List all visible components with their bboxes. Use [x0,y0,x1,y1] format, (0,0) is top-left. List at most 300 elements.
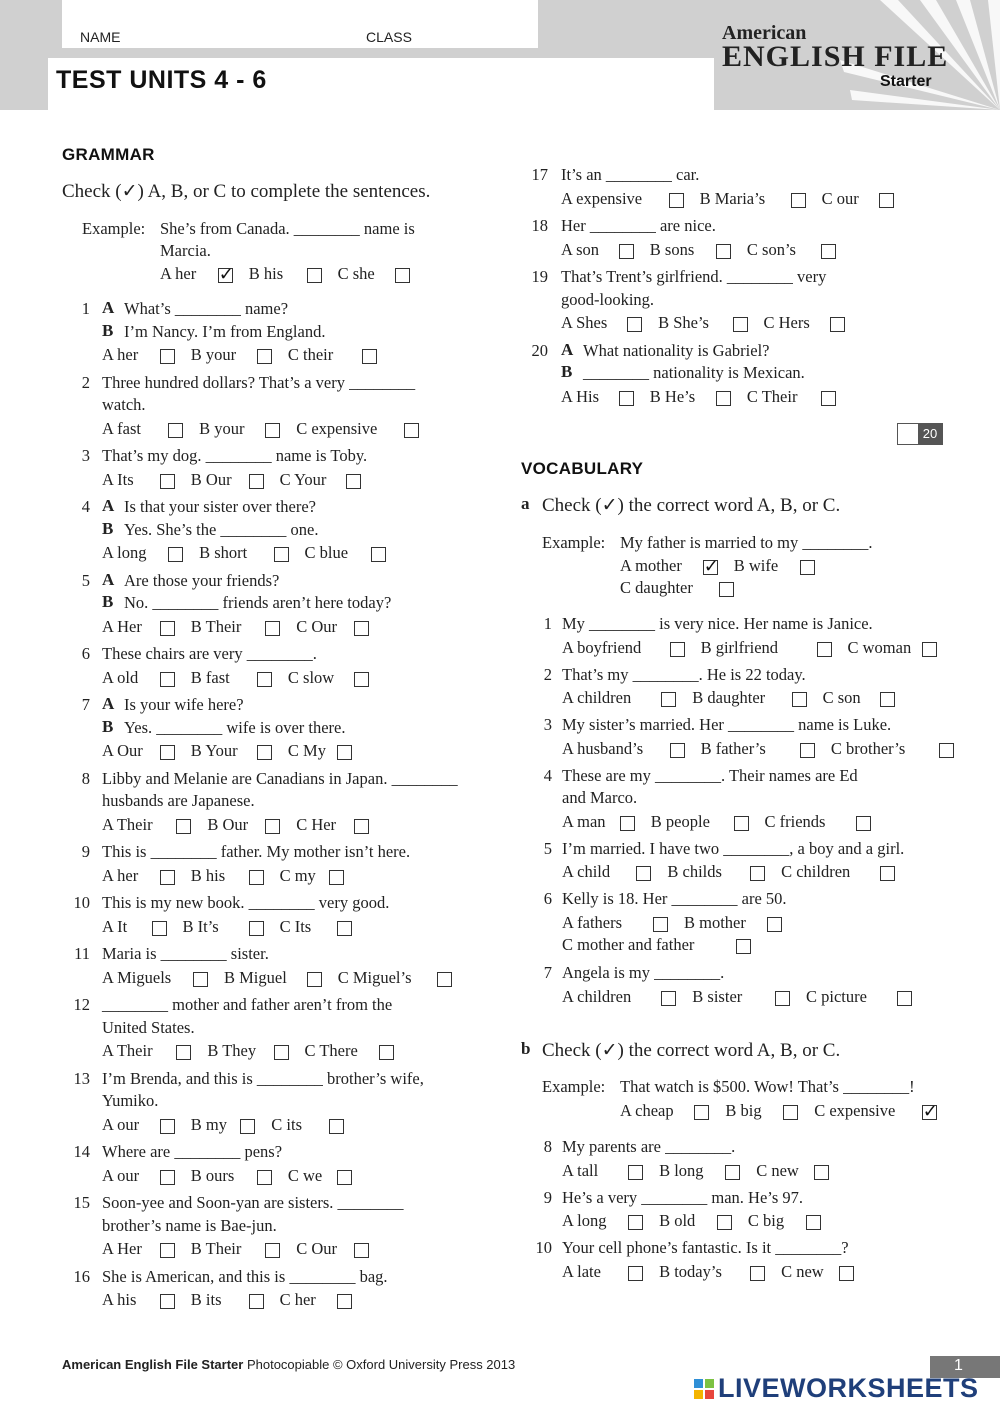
grammar-q5-option-label: C Our [296,616,337,636]
grammar-question-number: 7 [81,695,90,714]
grammar-q10-option-label: C Its [279,916,312,936]
grammar-example-option-checkbox[interactable]: ✓ [218,264,234,285]
grammar-example-option-checkbox[interactable] [395,268,410,283]
vocab-q10-option-label: B today’s [659,1261,722,1281]
grammar-q10-option-checkbox[interactable] [152,921,167,936]
grammar-q16-option-label: B its [190,1290,222,1309]
grammar-q3-option-label: C Your [279,469,327,489]
vocab-a-example-option-label: A mother [620,556,682,575]
vocab-b-example-option-label: C expensive [814,1101,896,1120]
grammar-question-number: 20 [531,340,548,360]
vocab-question-text: and Marco. [562,788,638,807]
grammar-question-text: Three hundred dollars? That’s a very ________ [102,372,416,392]
grammar-q9-option-label: C my [279,865,316,885]
vocab-q2-option-checkbox[interactable] [661,692,676,707]
grammar-q4-option-checkbox[interactable] [168,547,183,562]
grammar-q14-option-checkbox[interactable] [160,1170,175,1185]
grammar-q5-option-checkbox[interactable] [160,621,175,636]
grammar-question-text: Libby and Melanie are Canadians in Japan. ________ [102,768,458,788]
grammar-question-number: 16 [73,1266,90,1286]
vocab-a-example-line: My father is married to my ________. [620,533,873,552]
grammar-q12-option-label: C There [304,1041,358,1060]
vocab-q8-option-label: B long [659,1160,704,1180]
vocab-question-number: 4 [543,765,552,785]
vocab-q2-option-label: C son [822,688,861,707]
vocab-q9-option-checkbox[interactable] [628,1215,643,1230]
grammar-q11-option-label: A Miguels [102,967,172,987]
vocab-q4-option-checkbox[interactable] [856,816,871,831]
grammar-q1-option-label: B your [190,345,237,364]
grammar-q9-option-checkbox[interactable] [160,870,175,885]
grammar-q15-option-checkbox[interactable] [265,1243,280,1258]
grammar-q4-option-checkbox[interactable] [274,547,289,562]
vocab-q9-option-label: A long [562,1211,607,1230]
grammar-question-text: ________ mother and father aren’t from the [102,995,393,1014]
grammar-q15-option-label: A Her [102,1239,142,1258]
grammar-q10-option-checkbox[interactable] [249,921,264,936]
grammar-question-number: 1 [81,299,90,318]
grammar-question-text: This is my new book. ________ very good. [102,893,390,912]
grammar-speaker-letter: B [102,320,114,340]
grammar-q19-option-label: A Shes [561,313,608,332]
grammar-question-number: 12 [73,995,90,1014]
grammar-question-text: That’s Trent’s girlfriend. ________ very [561,267,827,286]
grammar-question-number: 18 [531,216,548,235]
grammar-q12-option-checkbox[interactable] [274,1045,289,1060]
grammar-speaker-letter: A [102,569,115,589]
grammar-example-option-label: A her [160,264,197,283]
grammar-q19-option-checkbox[interactable] [627,317,642,332]
vocab-q10-option-checkbox[interactable] [750,1266,765,1281]
vocab-question-text: I’m married. I have two ________, a boy and a girl. [562,838,905,858]
vocab-q5-option-label: B childs [667,862,722,881]
grammar-q14-option-checkbox[interactable] [337,1170,352,1185]
grammar-q3-option-checkbox[interactable] [249,474,264,489]
grammar-question-text: Yumiko. [102,1091,159,1110]
vocab-q4-option-label: C friends [764,811,826,831]
grammar-q6-option-label: A old [102,667,139,687]
grammar-q8-option-label: A Their [102,814,153,834]
vocab-q5-option-checkbox[interactable] [636,866,651,881]
grammar-q17-option-label: C our [821,188,859,208]
grammar-q1-option-label: A her [102,345,139,364]
vocab-a-example-c-option-checkbox[interactable] [719,582,734,597]
grammar-q6-option-label: C slow [287,667,335,687]
vocab-q9-option-checkbox[interactable] [717,1215,732,1230]
grammar-q11-option-checkbox[interactable] [307,972,322,987]
grammar-question-text: Maria is ________ sister. [102,944,269,963]
grammar-q16-option-label: C her [279,1290,316,1309]
vocab-q2-option-checkbox[interactable] [880,692,895,707]
vocab-part-a-letter: a [521,494,530,513]
class-label: CLASS [366,29,412,45]
vocab-q4-option-checkbox[interactable] [734,816,749,831]
page-number: 1 [954,1357,963,1374]
grammar-q6-option-checkbox[interactable] [160,672,175,687]
vocab-question-text: My ________ is very nice. Her name is Janice. [562,614,873,633]
vocab-q1-option-label: A boyfriend [562,637,642,657]
grammar-q7-option-checkbox[interactable] [337,745,352,760]
grammar-q14-option-label: A our [102,1165,140,1185]
grammar-q20-option-checkbox[interactable] [716,391,731,406]
vocab-q3-option-checkbox[interactable] [939,743,954,758]
grammar-question-text: Soon-yee and Soon-yan are sisters. ________ [102,1193,404,1212]
grammar-speaker-letter: A [102,298,115,317]
grammar-example-option-checkbox[interactable] [307,268,322,283]
vocab-b-example-option-label: B big [725,1101,762,1120]
vocab-q6-option-label: B mother [684,912,746,932]
grammar-speaker-letter: B [102,592,114,611]
grammar-q18-option-checkbox[interactable] [716,244,731,259]
vocab-question-number: 6 [543,889,552,908]
vocab-q4-option-label: B people [650,811,710,831]
grammar-question-text: watch. [102,395,146,414]
grammar-q18-option-checkbox[interactable] [619,244,634,259]
grammar-q7-option-label: A Our [102,741,143,760]
liveworksheets-watermark: LIVEWORKSHEETS [718,1373,979,1403]
vocab-b-example-option-label: A cheap [620,1101,674,1120]
grammar-q2-option-checkbox[interactable] [168,423,183,438]
vocab-q3-option-checkbox[interactable] [800,743,815,758]
vocab-q1-option-checkbox[interactable] [670,642,685,657]
grammar-q1-option-checkbox[interactable] [160,349,175,364]
grammar-speaker-letter: B [102,716,114,736]
vocab-q3-option-label: C brother’s [830,738,906,758]
grammar-q8-option-checkbox[interactable] [176,819,191,834]
grammar-q18-option-checkbox[interactable] [821,244,836,259]
grammar-q2-option-checkbox[interactable] [404,423,419,438]
grammar-q5-option-checkbox[interactable] [265,621,280,636]
vocab-q5-option-label: C children [781,862,851,881]
vocab-q3-option-checkbox[interactable] [670,743,685,758]
grammar-score: 20 [918,424,942,444]
vocab-q1-option-checkbox[interactable] [922,642,937,657]
vocab-b-example-option-checkbox[interactable]: ✓ [922,1101,938,1122]
vocab-q7-option-label: B sister [692,986,743,1006]
grammar-q18-option-label: A son [561,239,600,259]
vocab-part-b-instruction: Check (✓) the correct word A, B, or C. [542,1040,841,1061]
grammar-q2-option-label: A fast [102,418,141,438]
grammar-q11-option-label: B Miguel [224,967,287,987]
vocab-question-number: 8 [543,1137,552,1156]
grammar-score-box[interactable] [897,423,943,445]
grammar-q3-option-label: B Our [190,469,232,489]
footer-copyright [62,1357,515,1372]
vocab-q10-option-label: C new [781,1261,824,1281]
vocab-q8-option-checkbox[interactable] [725,1165,740,1180]
vocab-part-a-instruction: Check (✓) the correct word A, B, or C. [542,495,841,516]
grammar-q7-option-checkbox[interactable] [160,745,175,760]
vocab-b-example-label: Example: [542,1077,606,1096]
test-title: TEST UNITS 4 - 6 [56,66,267,94]
grammar-q20-option-label: C Their [746,386,798,406]
grammar-q1-option-label: C their [287,345,334,364]
grammar-q13-option-label: B my [190,1114,228,1134]
grammar-q12-option-label: B They [207,1041,257,1060]
grammar-question-text: It’s an ________ car. [561,165,700,184]
grammar-q17-option-checkbox[interactable] [669,193,684,208]
vocab-q7-option-checkbox[interactable] [775,991,790,1006]
vocab-q7-option-label: C picture [806,986,867,1006]
grammar-q2-option-checkbox[interactable] [265,423,280,438]
vocab-q9-option-label: C big [747,1211,785,1230]
vocab-q6-c-option-checkbox[interactable] [736,939,751,954]
grammar-q1-option-checkbox[interactable] [257,349,272,364]
grammar-example-option-label: B his [248,264,284,283]
grammar-q11-option-checkbox[interactable] [437,972,452,987]
grammar-q9-option-checkbox[interactable] [329,870,344,885]
grammar-q10-option-checkbox[interactable] [337,921,352,936]
grammar-question-text: What nationality is Gabriel? [583,340,770,360]
name-field-box[interactable] [62,0,538,48]
grammar-q9-option-checkbox[interactable] [249,870,264,885]
grammar-question-text: She is American, and this is ________ bag. [102,1266,388,1286]
grammar-q10-option-label: B It’s [182,916,219,936]
grammar-q8-option-label: B Our [207,814,249,834]
vocab-q1-option-checkbox[interactable] [817,642,832,657]
vocab-b-example-option-checkbox[interactable] [694,1105,709,1120]
grammar-question-number: 13 [73,1068,90,1088]
vocab-a-example-option-checkbox[interactable]: ✓ [703,556,719,577]
grammar-q17-option-label: A expensive [561,188,643,208]
name-label: NAME [80,29,121,45]
grammar-q18-option-label: C son’s [746,239,796,259]
grammar-question-text: Are those your friends? [124,570,280,590]
vocab-q9-option-label: B old [659,1211,696,1230]
grammar-question-text: No. ________ friends aren’t here today? [124,593,392,612]
vocab-q1-option-label: C woman [847,637,912,657]
grammar-q17-option-checkbox[interactable] [879,193,894,208]
grammar-question-text: This is ________ father. My mother isn’t here. [102,842,411,861]
grammar-question-number: 11 [74,944,90,963]
vocab-q6-option-label: A fathers [562,912,623,932]
grammar-heading: GRAMMAR [62,145,155,164]
vocab-q2-option-label: A children [562,688,632,707]
vocab-q2-option-checkbox[interactable] [792,692,807,707]
grammar-question-number: 9 [81,842,90,861]
grammar-q20-option-label: A His [561,386,600,406]
grammar-q16-option-checkbox[interactable] [249,1294,264,1309]
grammar-q14-option-checkbox[interactable] [257,1170,272,1185]
vocab-q10-option-label: A late [562,1261,601,1281]
vocab-q5-option-checkbox[interactable] [880,866,895,881]
grammar-example-line: Marcia. [160,241,211,260]
grammar-q13-option-checkbox[interactable] [329,1119,344,1134]
vocab-q6-option-checkbox[interactable] [653,917,668,932]
grammar-question-number: 2 [81,372,90,392]
grammar-instruction: Check (✓) A, B, or C to complete the sentences. [62,181,431,202]
vocab-q6-option-checkbox[interactable] [767,917,782,932]
vocab-q7-option-checkbox[interactable] [661,991,676,1006]
grammar-q3-option-label: A Its [102,469,134,489]
vocab-question-text: These are my ________. Their names are Ed [562,765,858,785]
grammar-q6-option-checkbox[interactable] [354,672,369,687]
grammar-question-text: United States. [102,1017,195,1037]
grammar-q18-option-label: B sons [649,239,695,259]
vocab-q9-option-checkbox[interactable] [806,1215,821,1230]
grammar-question-number: 4 [81,497,90,516]
grammar-question-number: 3 [81,446,90,465]
grammar-q16-option-checkbox[interactable] [160,1294,175,1309]
grammar-q19-option-checkbox[interactable] [733,317,748,332]
vocab-question-number: 1 [543,614,552,633]
grammar-q8-option-label: C Her [296,814,337,834]
vocab-question-text: Kelly is 18. Her ________ are 50. [562,889,787,908]
grammar-q6-option-checkbox[interactable] [257,672,272,687]
vocab-question-text: He’s a very ________ man. He’s 97. [562,1187,804,1207]
vocab-question-text: Your cell phone’s fantastic. Is it ________? [562,1238,849,1257]
grammar-question-text: ________ nationality is Mexican. [583,363,805,382]
vocab-question-number: 7 [543,963,552,982]
grammar-question-text: husbands are Japanese. [102,791,255,810]
grammar-example-label: Example: [82,219,146,238]
grammar-q17-option-checkbox[interactable] [791,193,806,208]
grammar-q16-option-label: A his [102,1290,137,1309]
vocab-question-text: My parents are ________. [562,1137,736,1156]
grammar-q13-option-checkbox[interactable] [240,1119,255,1134]
vocab-part-b-letter: b [521,1039,531,1058]
vocab-q6-c-option-label: C mother and father [562,935,695,954]
grammar-q3-option-checkbox[interactable] [346,474,361,489]
grammar-q14-option-label: B ours [190,1165,235,1185]
vocab-question-text: That’s my ________. He is 22 today. [562,664,806,684]
brand-starter: Starter [880,73,932,90]
grammar-q11-option-label: C Miguel’s [337,967,412,987]
vocab-q8-option-label: A tall [562,1160,599,1180]
grammar-question-text: brother’s name is Bae-jun. [102,1215,277,1235]
vocab-q5-option-checkbox[interactable] [750,866,765,881]
grammar-q20-option-checkbox[interactable] [619,391,634,406]
grammar-q15-option-label: B Their [190,1239,242,1258]
vocab-b-example-option-checkbox[interactable] [783,1105,798,1120]
grammar-speaker-letter: A [561,339,574,359]
grammar-q4-option-label: B short [199,543,248,562]
grammar-q4-option-checkbox[interactable] [371,547,386,562]
grammar-question-text: Yes. She’s the ________ one. [124,519,319,539]
vocab-a-example-option-label: B wife [733,556,779,575]
grammar-q7-option-checkbox[interactable] [257,745,272,760]
grammar-question-text: Is your wife here? [124,695,244,714]
brand-american: American [722,22,807,44]
grammar-question-number: 15 [73,1193,90,1212]
grammar-q14-option-label: C we [287,1165,323,1185]
grammar-q12-option-checkbox[interactable] [176,1045,191,1060]
footer-copyright-text: Photocopiable © Oxford University Press 2013 [243,1357,516,1372]
grammar-q2-option-label: C expensive [296,418,378,438]
grammar-question-text: Her ________ are nice. [561,216,716,235]
grammar-q2-option-label: B your [199,418,245,438]
grammar-q15-option-checkbox[interactable] [354,1243,369,1258]
grammar-question-number: 19 [531,267,548,286]
grammar-q19-option-label: B She’s [658,313,709,332]
grammar-speaker-letter: B [102,518,114,538]
grammar-q20-option-label: B He’s [649,386,696,406]
grammar-speaker-letter: A [102,694,115,713]
grammar-q15-option-label: C Our [296,1239,337,1258]
grammar-q8-option-checkbox[interactable] [265,819,280,834]
grammar-q7-option-label: C My [287,741,326,760]
grammar-q19-option-checkbox[interactable] [830,317,845,332]
grammar-q9-option-label: B his [190,865,226,885]
grammar-question-text: That’s my dog. ________ name is Toby. [102,446,368,465]
footer-book-title: American English File Starter [62,1357,244,1372]
brand-english-file: ENGLISH FILE [722,40,949,73]
grammar-speaker-letter: B [561,362,573,381]
vocab-question-text: Angela is my ________. [562,963,725,982]
grammar-q9-option-label: A her [102,865,139,885]
grammar-question-text: Where are ________ pens? [102,1142,283,1161]
vocab-q8-option-checkbox[interactable] [814,1165,829,1180]
grammar-question-text: I’m Nancy. I’m from England. [124,321,326,341]
grammar-question-number: 14 [73,1142,90,1161]
grammar-q11-option-checkbox[interactable] [193,972,208,987]
grammar-example-option-label: C she [337,264,375,283]
grammar-q15-option-checkbox[interactable] [160,1243,175,1258]
vocab-question-number: 2 [543,664,552,684]
grammar-q17-option-label: B Maria’s [699,188,766,208]
grammar-q5-option-checkbox[interactable] [354,621,369,636]
vocab-q1-option-label: B girlfriend [700,637,779,657]
grammar-q13-option-checkbox[interactable] [160,1119,175,1134]
grammar-question-number: 6 [81,644,90,663]
grammar-question-text: These chairs are very ________. [102,644,317,663]
grammar-q4-option-label: C blue [304,543,349,562]
vocab-q7-option-label: A children [562,986,632,1006]
grammar-q13-option-label: A our [102,1114,140,1134]
grammar-question-text: good-looking. [561,289,655,309]
grammar-question-text: I’m Brenda, and this is ________ brother’s wife, [102,1068,424,1088]
grammar-q6-option-label: B fast [190,667,230,687]
vocab-q5-option-label: A child [562,862,611,881]
vocab-q8-option-checkbox[interactable] [628,1165,643,1180]
grammar-q13-option-label: C its [271,1114,303,1134]
grammar-q7-option-label: B Your [190,741,238,760]
grammar-question-number: 5 [81,570,90,590]
vocab-a-example-label: Example: [542,533,606,552]
vocab-q4-option-label: A man [562,811,606,831]
grammar-q5-option-label: A Her [102,616,142,636]
vocab-question-text: My sister’s married. Her ________ name is Luke. [562,715,892,734]
liveworksheets-logo-icon [694,1379,714,1399]
vocab-q10-option-checkbox[interactable] [839,1266,854,1281]
vocab-q4-option-checkbox[interactable] [620,816,635,831]
vocab-a-example-c-option-label: C daughter [620,578,693,597]
vocab-q8-option-label: C new [756,1160,799,1180]
grammar-q4-option-label: A long [102,543,147,562]
grammar-q12-option-label: A Their [102,1041,153,1060]
grammar-q5-option-label: B Their [190,616,242,636]
vocab-q10-option-checkbox[interactable] [628,1266,643,1281]
grammar-q19-option-label: C Hers [763,313,810,332]
grammar-q3-option-checkbox[interactable] [160,474,175,489]
vocab-q3-option-label: B father’s [700,738,766,758]
vocab-question-number: 9 [543,1187,552,1207]
grammar-question-text: What’s ________ name? [124,299,289,318]
vocab-question-number: 10 [535,1238,552,1257]
grammar-speaker-letter: A [102,496,115,515]
vocab-q2-option-label: B daughter [692,688,766,707]
vocab-b-example-line: That watch is $500. Wow! That’s ________! [620,1077,915,1096]
vocab-q7-option-checkbox[interactable] [897,991,912,1006]
grammar-q8-option-checkbox[interactable] [354,819,369,834]
grammar-q16-option-checkbox[interactable] [337,1294,352,1309]
grammar-q1-option-checkbox[interactable] [362,349,377,364]
grammar-question-text: Yes. ________ wife is over there. [124,717,346,737]
grammar-q10-option-label: A It [102,916,128,936]
grammar-q12-option-checkbox[interactable] [379,1045,394,1060]
vocab-a-example-option-checkbox[interactable] [800,560,815,575]
grammar-q20-option-checkbox[interactable] [821,391,836,406]
